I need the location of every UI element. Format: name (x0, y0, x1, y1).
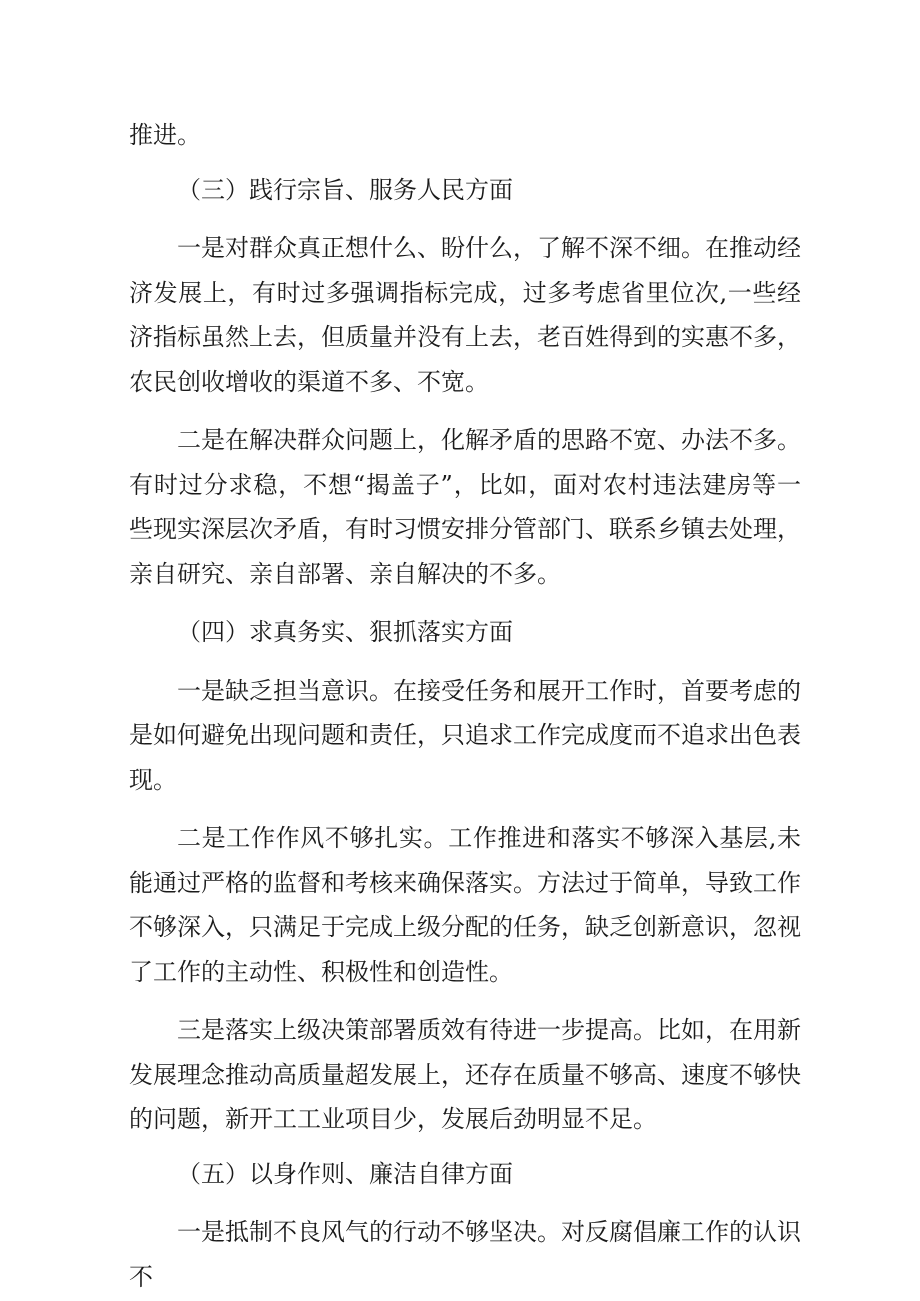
paragraph-3-2: 二是在解决群众问题上，化解矛盾的思路不宽、办法不多。有时过分求稳，不想“揭盖子”，比如，面对农村违法建房等一些现实深层次矛盾，有时习惯安排分管部门、联系乡镇去处理，亲自研究、亲自部署、亲自解决的不多。 (129, 426, 801, 588)
paragraph-4-1: 一是缺乏担当意识。在接受任务和展开工作时，首要考虑的是如何避免出现问题和责任，只追求工作完成度而不追求出色表现。 (129, 676, 801, 794)
section-heading-3: （三）践行宗旨、服务人民方面 (177, 175, 513, 204)
paragraph-4-3: 三是落实上级决策部署质效有待进一步提高。比如，在用新发展理念推动高质量超发展上，还存在质量不够高、速度不够快的问题，新开工工业项目少，发展后劲明显不足。 (129, 1016, 801, 1133)
paragraph-continuation: 推进。 (129, 121, 201, 149)
section-heading-5: （五）以身作则、廉洁自律方面 (177, 1159, 513, 1188)
section-heading-4: （四）求真务实、狠抓落实方面 (177, 618, 513, 646)
paragraph-3-1: 一是对群众真正想什么、盼什么，了解不深不细。在推动经济发展上，有时过多强调指标完成，过多考虑省里位次,一些经济指标虽然上去，但质量并没有上去，老百姓得到的实惠不多，农民创收增收的渠道不多、不宽。 (129, 234, 801, 396)
paragraph-5-1: 一是抵制不良风气的行动不够坚决。对反腐倡廉工作的认识不 (129, 1218, 801, 1291)
document-page (129, 113, 801, 1299)
paragraph-4-2: 二是工作作风不够扎实。工作推进和落实不够深入基层,未能通过严格的监督和考核来确保落实。方法过于简单，导致工作不够深入，只满足于完成上级分配的任务，缺乏创新意识，忽视了工作的主动性、积极性和创造性。 (129, 824, 801, 986)
